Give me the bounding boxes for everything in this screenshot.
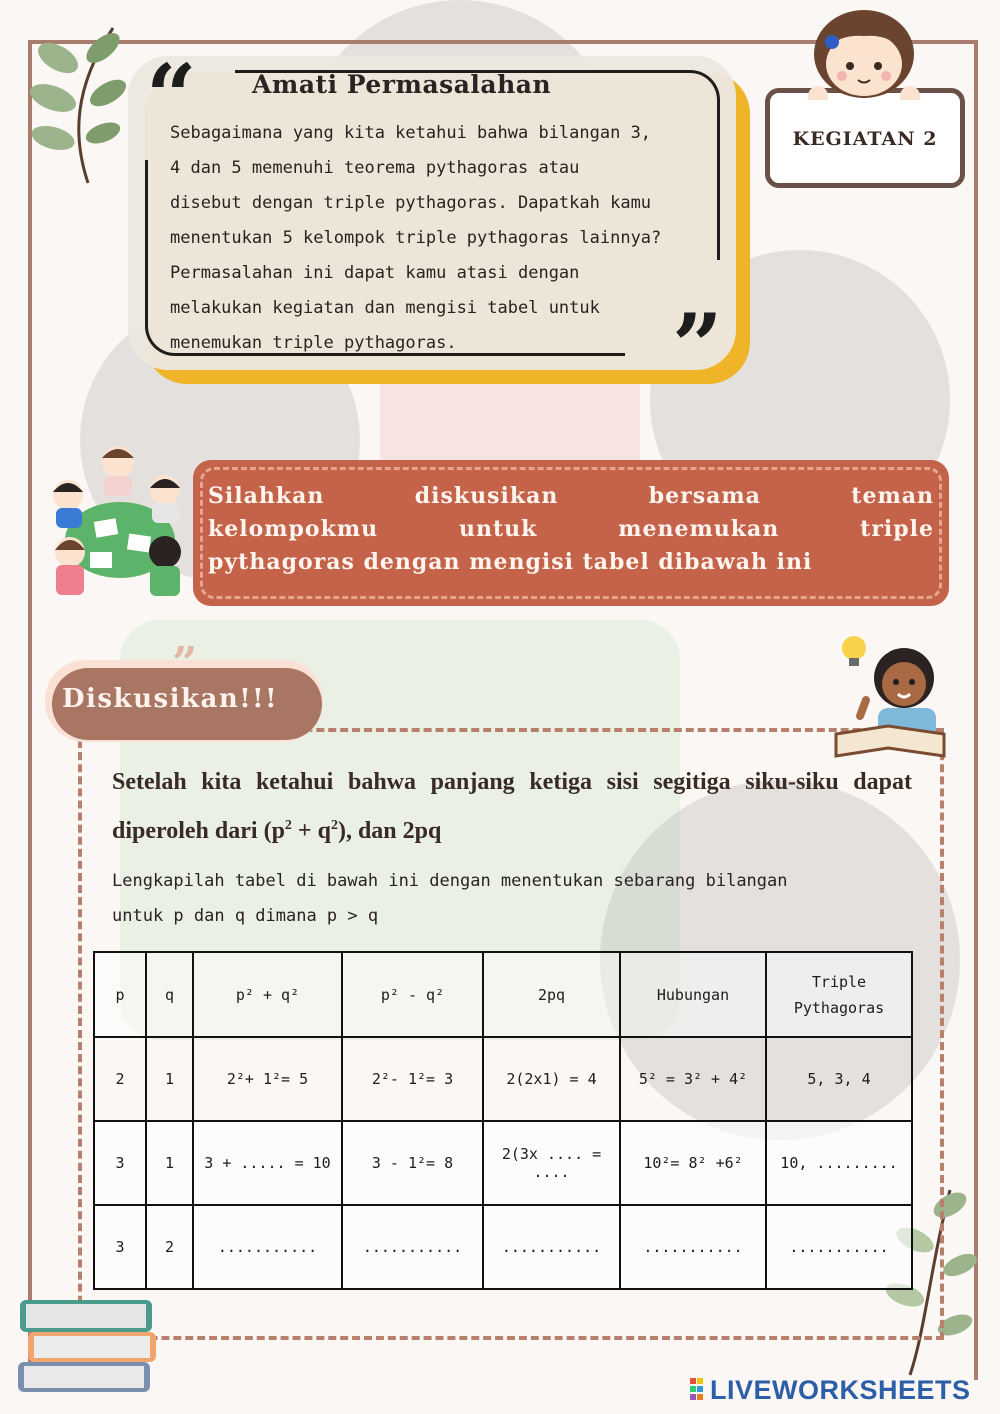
cell-diff[interactable]: 3 - 1²= 8 — [342, 1121, 483, 1205]
instruction-line: kelompokmu untuk menemukan triple — [208, 516, 934, 542]
cell-triple-input[interactable]: ........... — [766, 1205, 912, 1289]
header-q: q — [146, 952, 193, 1037]
diskusikan-label: Diskusikan!!! — [62, 684, 278, 714]
group-discussion-icon — [40, 440, 190, 605]
open-quote-icon: “ — [146, 44, 197, 148]
amati-line: disebut dengan triple pythagoras. Dapatkah kamu — [170, 193, 652, 213]
triple-table — [93, 951, 913, 1290]
header-2pq: 2pq — [483, 952, 620, 1037]
lead-instruction — [112, 864, 872, 934]
intro-text: Setelah kita ketahui bahwa panjang ketiga sisi segitiga siku-siku dapat diperoleh dari (p — [112, 769, 912, 844]
lead-line: Lengkapilah tabel di bawah ini dengan menentukan sebarang bilangan — [112, 871, 788, 891]
superscript: 2 — [284, 818, 292, 833]
table-row — [94, 1205, 912, 1289]
header-sum-squares: p² + q² — [193, 952, 342, 1037]
instruction-line: pythagoras dengan mengisi tabel dibawah ini — [208, 549, 813, 575]
close-quote-icon: ” — [672, 294, 723, 398]
cell-sum-input[interactable]: 3 + ..... = 10 — [193, 1121, 342, 1205]
cell-triple-input[interactable]: 10, ......... — [766, 1121, 912, 1205]
header-triple: Triple Pythagoras — [766, 952, 912, 1037]
cell-hubungan: 5² = 3² + 4² — [620, 1037, 766, 1121]
cell-q: 1 — [146, 1037, 193, 1121]
intro-statement — [112, 760, 912, 853]
brand-name — [690, 1375, 971, 1406]
instruction-text — [208, 480, 934, 579]
intro-text: ), dan 2pq — [337, 818, 442, 844]
cell-triple: 5, 3, 4 — [766, 1037, 912, 1121]
header-hubungan: Hubungan — [620, 952, 766, 1037]
girl-idea-icon — [826, 630, 950, 760]
superscript: 2 — [330, 818, 338, 833]
amati-line: melakukan kegiatan dan mengisi tabel untuk — [170, 298, 600, 318]
cell-2pq-input[interactable]: ........... — [483, 1205, 620, 1289]
amati-line: menemukan triple pythagoras. — [170, 333, 457, 353]
amati-paragraph — [170, 116, 710, 361]
girl-mascot-icon — [808, 4, 920, 100]
table-header-row — [94, 952, 912, 1037]
cell-hubungan-input[interactable]: ........... — [620, 1205, 766, 1289]
instruction-line: Silahkan diskusikan bersama teman — [208, 483, 934, 509]
cell-p: 3 — [94, 1121, 146, 1205]
lead-line: untuk p dan q dimana p > q — [112, 906, 379, 926]
amati-line: Permasalahan ini dapat kamu atasi dengan — [170, 263, 580, 283]
books-stack-icon — [14, 1286, 160, 1398]
cell-sum: 2²+ 1²= 5 — [193, 1037, 342, 1121]
kegiatan-label: KEGIATAN 2 — [792, 128, 938, 150]
table-row — [94, 1121, 912, 1205]
cell-q: 1 — [146, 1121, 193, 1205]
cell-diff: 2²- 1²= 3 — [342, 1037, 483, 1121]
amati-line: menentukan 5 kelompok triple pythagoras lainnya? — [170, 228, 662, 248]
cell-diff-input[interactable]: ........... — [342, 1205, 483, 1289]
cell-2pq-input[interactable]: 2(3x .... = .... — [483, 1121, 620, 1205]
quote-icon: ” — [172, 638, 198, 689]
header-p: p — [94, 952, 146, 1037]
cell-q: 2 — [146, 1205, 193, 1289]
cell-p: 2 — [94, 1037, 146, 1121]
leaf-branch-icon — [18, 18, 128, 193]
amati-title: Amati Permasalahan — [252, 70, 552, 99]
intro-text: + q — [291, 818, 331, 844]
cell-p: 3 — [94, 1205, 146, 1289]
amati-line: Sebagaimana yang kita ketahui bahwa bilangan 3, — [170, 123, 652, 143]
amati-line: 4 dan 5 memenuhi teorema pythagoras atau — [170, 158, 580, 178]
header-diff-squares: p² - q² — [342, 952, 483, 1037]
cell-hubungan: 10²= 8² +6² — [620, 1121, 766, 1205]
brand-text: LIVEWORKSHEETS — [710, 1375, 971, 1405]
cell-2pq: 2(2x1) = 4 — [483, 1037, 620, 1121]
table-row — [94, 1037, 912, 1121]
cell-sum-input[interactable]: ........... — [193, 1205, 342, 1289]
